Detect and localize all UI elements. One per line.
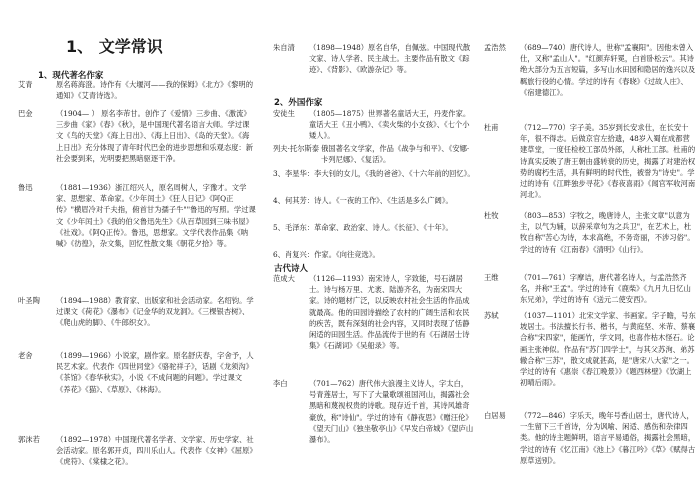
entry-du-fu: [484, 122, 696, 200]
entry-text: 俄国著名文学家，作品《战争与和平》、《安娜·卡列尼娜》、《复活》。: [321, 144, 470, 165]
entry-du-mu: [484, 210, 696, 255]
entry-name: 孟浩然: [484, 43, 506, 52]
entry-name: 杜甫: [484, 123, 499, 132]
column-middle: [262, 0, 480, 495]
list-item-text: 3、李星华：李大钊的女儿，《我的爸爸》、《十六年前的回忆》。: [273, 169, 475, 178]
entry-text: （1898—1948）原名自华，自佩弦。中国现代散文家、诗人学者、民主战士。主要作品有散文《踪迹》、《背影》、《欧游杂记》等。: [309, 43, 471, 75]
entry-guo-moruo: [18, 434, 256, 468]
entry-ba-jin: [18, 108, 256, 164]
entry-name: 巴金: [18, 109, 33, 118]
list-item-li-xinghua: [273, 168, 475, 179]
entry-text: （701—762）唐代伟大浪漫主义诗人，字太白，号青莲居士，写下了大量歌颂祖国河山，揭露社会黑暗和蔑视权贵的诗歌。现存近千首，其诗风雄奇豪放，称"诗仙"。学过的诗有《静夜思》《赠汪伦》《望天门山》《独坐敬亭山》《早发白帝城》《望庐山瀑布》。: [309, 379, 474, 445]
entry-text: （1037—1101）北宋文学家、书画家。字子瞻，号东坡居士。书法擅长行书、楷书，与黄庭坚、米芾、蔡襄合称"宋四家"，能画竹，学文同，也喜作枯木怪石。论画主张神似。作品有"苏门四学士"，与其父苏洵、弟苏辙合称"三苏"，散文成就甚高，是"唐宋八大家"之一。学过的诗有《惠崇《春江晚景》》《题西林壁》《饮湖上初晴后雨》。: [520, 311, 696, 388]
entry-name: 叶圣陶: [18, 296, 40, 305]
entry-name: 苏轼: [484, 311, 499, 320]
page-title: 1、 文学常识: [66, 37, 163, 56]
list-item-text: 5、毛泽东：革命家、政治家、诗人。《长征》、《十年》。: [273, 223, 453, 232]
entry-name: 鲁迅: [18, 183, 33, 192]
entry-tolstoy: [273, 143, 475, 165]
list-item-text: 6、肖复兴：作家。《向往竞选》。: [273, 250, 380, 259]
entry-name: 范成大: [273, 274, 295, 283]
list-item-xiao-fuxing: [273, 249, 475, 260]
list-item-text: 4、何其芳：诗人。《一夜的工作》、《生活是多么广阔》。: [273, 196, 453, 205]
entry-text: （772—846）字乐天，晚年号香山居士，唐代诗人，一生留下三千首诗，分为讽喻、闲适、感伤和杂律四类。他的诗主题鲜明，语言平易通俗，揭露社会黑暗，学过的诗有《忆江南》《池上》《暮江吟》《草》《赋得古原草送别》。: [520, 411, 696, 465]
entry-text: （1126—1193）南宋诗人，字致能，号石湖居士。诗与杨万里、尤袤、陆游齐名，为南宋四大家。诗的题材广泛，以反映农村社会生活的作品成就最高。他的田园诗描绘了农村的广阔生活和农民的疾苦，既有深刻的社会内容，又同时表现了恬静闲适的田园生活。作品流传于世的有《石湖居士诗集》《石湖词》《吴船录》等。: [309, 274, 470, 351]
list-item-mao-zedong: [273, 222, 475, 233]
entry-text: （1881—1936）浙江绍兴人，原名周树人，字豫才。文学家、思想家、革命家。《少年闰土》《狂人日记》《阿Q正传》"横眉冷对千夫指，俯首甘为孺子牛""鲁迅的写照。学过课文《少年闰土》《我的伯父鲁迅先生》《从百草园到三味书屋》《社戏》。《阿Q正传》。鲁迅，思想家。文学代表作品集《呐喊》《彷徨》，杂文集，回忆性散文集《朝花夕拾》等。: [56, 183, 256, 249]
entry-text: （1894—1988）教育家、出版家和社会活动家。名绍钧。学过课文《荷花》《瀑布》《记金华的双龙洞》。《三棵银杏树》、《爬山虎的脚》、《牛郎织女》。: [56, 296, 254, 328]
entry-name: 王维: [484, 273, 499, 282]
entry-text: （1805—1875）世界著名童话大王，丹麦作家。童话大王《丑小鸭》、《卖火柴的小女孩》、《七个小矮人》。: [309, 109, 471, 141]
entry-name: 杜牧: [484, 211, 499, 220]
entry-text: （689—740）唐代诗人，世称"孟襄阳"。因他未曾入仕，又称"孟山人"。"红颜弃轩冕，白首卧松云"。其诗绝大部分为五言短篇，多写山水田园和隐居的逸兴以及羁旅行役的心情。学过的诗有《春晓》《过故人庄》、《宿建德江》。: [520, 43, 696, 97]
entry-name: 白居易: [484, 411, 506, 420]
entry-text: （1904— ） 原名李芾甘。创作了《爱情》三步曲、《激流》三步曲《家》《春》《秋》，是中国现代著名语言大师。学过课文《鸟的天堂》《海上日出》、《海上日出》、《岛的天堂》。《海上日出》充分体现了青年时代巴金的进步思想和乐观态度：新社会要到来，光明要把黑暗驱逐干净。: [56, 109, 254, 163]
entry-name: 安徒生: [273, 109, 295, 118]
entry-meng-haoran: [484, 42, 696, 98]
list-item-he-qifang: [273, 195, 475, 206]
section-foreign-writers: 2、外国作家: [274, 98, 323, 108]
entry-name: 列夫·托尔斯泰: [273, 144, 320, 153]
entry-text: 原名蒋海澄。诗作有《大堰河——我的保姆》《北方》《黎明的通知》《艾青诗选》。: [56, 80, 254, 101]
entry-li-bai: [273, 378, 475, 445]
entry-text: （1899—1966）小说家，剧作家。原名舒庆春，字舍予，人民艺术家。代表作《四世同堂》《骆驼祥子》，话剧《龙须沟》《茶馆》《春华秋实》，小说《不成问题的问题》。学过课文《养花》《猫》、《草原》、《林海》。: [56, 351, 254, 394]
entry-lao-she: [18, 350, 256, 395]
entry-name: 艾青: [18, 80, 33, 89]
entry-zhu-ziqing: [273, 42, 475, 76]
entry-andersen: [273, 108, 475, 142]
entry-name: 朱自清: [273, 43, 295, 52]
entry-text: （803—853）字牧之，晚唐诗人，主张文章"以意为主，以气为辅，以辞采章句为之兵卫"，在艺术上，杜牧自称"苦心为诗，本求高绝，不务奇丽，不涉习俗"。学过的诗有《江南春》《清明》《山行》。: [520, 211, 695, 254]
entry-ye-shengtao: [18, 295, 256, 329]
entry-ai-qing: [18, 79, 256, 101]
entry-bai-juyi: [484, 410, 696, 466]
entry-text: （701—761）字摩诘，唐代著名诗人，与孟浩然齐名，并称"王孟"。学过的诗有《鹿柴》《九月九日忆山东兄弟》，学过的诗有《送元二使安西》。: [520, 273, 691, 305]
entry-lu-xun: [18, 182, 256, 249]
entry-fan-chengda: [273, 273, 475, 351]
entry-name: 老舍: [18, 351, 33, 360]
entry-su-shi: [484, 310, 696, 388]
entry-name: 李白: [273, 379, 288, 388]
section-ancient-poets: 古代诗人: [274, 264, 309, 274]
entry-text: （712—770）字子美。35岁到长安求仕，在长安十年，很不得志。后做京官左拾遗，48岁入蜀在成都营建草堂，一度任检校工部员外郎，人称杜工部。杜甫的诗真实反映了唐王朝由盛转衰的历史，揭露了对建治权势的腐朽生活，具有鲜明的时代性，被誉为"诗史"。学过的诗有《江畔独步寻花》《春夜喜雨》《闻官军收河南河北》。: [520, 123, 696, 200]
section-modern-writers: 1、现代著名作家: [38, 71, 104, 81]
entry-wang-wei: [484, 272, 696, 306]
column-right: [480, 0, 700, 495]
entry-name: 郭沫若: [18, 435, 40, 444]
column-left: [0, 0, 262, 495]
entry-text: （1892—1978）中国现代著名学者、文学家、历史学家、社会活动家。原名郭开贞，四川乐山人。代表作《女神》《屈原》《虎符》、《棠棣之花》。: [56, 435, 254, 467]
